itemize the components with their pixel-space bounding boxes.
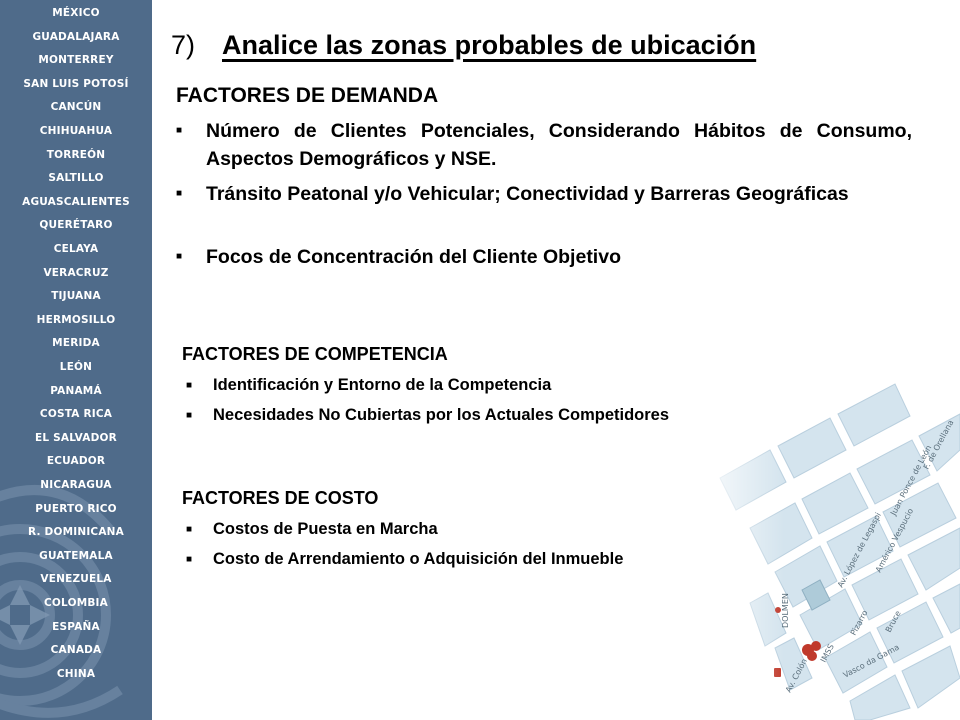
sidebar-city-item[interactable]: MÉXICO <box>52 7 100 19</box>
bullet-icon: ■ <box>186 410 193 421</box>
demand-item <box>176 180 912 208</box>
sidebar-city-item[interactable]: GUATEMALA <box>39 549 113 562</box>
title-number: 7) <box>171 30 196 60</box>
sidebar-city-item[interactable]: MERIDA <box>52 337 100 350</box>
demand-item-text: Tránsito Peatonal y/o Vehicular; Conectividad y Barreras Geográficas <box>206 183 849 205</box>
demand-item-text: Focos de Concentración del Cliente Objetivo <box>206 246 621 268</box>
cost-item-text: Costo de Arrendamiento o Adquisición del Inmueble <box>213 550 624 568</box>
sidebar-city-item[interactable]: VENEZUELA <box>40 573 112 586</box>
bullet-icon: ■ <box>186 524 193 535</box>
sidebar-city-item[interactable]: AGUASCALIENTES <box>22 195 130 208</box>
sidebar-city-item[interactable]: MONTERREY <box>38 54 114 67</box>
sidebar-city-item[interactable]: R. DOMINICANA <box>28 526 124 539</box>
sidebar-city-item[interactable]: EL SALVADOR <box>35 431 117 444</box>
sidebar-city-item[interactable]: HERMOSILLO <box>36 313 116 326</box>
demand-item <box>176 243 912 271</box>
competition-heading: FACTORES DE COMPETENCIA <box>182 344 448 364</box>
cost-item <box>186 547 702 572</box>
sidebar-city-item[interactable]: CANADA <box>50 644 102 657</box>
sidebar-city-item[interactable]: NICARAGUA <box>40 479 112 491</box>
sidebar-city-item[interactable]: CELAYA <box>53 243 99 255</box>
sidebar-city-item[interactable]: ECUADOR <box>46 455 106 468</box>
cost-item <box>186 517 702 542</box>
sidebar-city-item[interactable]: TORREÓN <box>46 148 106 161</box>
sidebar-city-item[interactable]: COSTA RICA <box>39 408 113 421</box>
competition-item-text: Identificación y Entorno de la Competencia <box>213 376 552 394</box>
sidebar-city-item[interactable]: PANAMÁ <box>50 384 102 397</box>
bullet-icon: ■ <box>176 251 183 262</box>
sidebar-city-item[interactable]: SALTILLO <box>48 172 104 185</box>
sidebar-city-item[interactable]: QUERÉTARO <box>39 219 113 232</box>
sidebar-city-item[interactable]: COLOMBIA <box>44 597 108 609</box>
competition-item <box>186 403 702 428</box>
sidebar-city-item[interactable]: GUADALAJARA <box>32 30 120 43</box>
street-map <box>690 378 960 720</box>
sidebar-city-item[interactable]: SAN LUIS POTOSÍ <box>23 77 129 90</box>
competition-item-text: Necesidades No Cubiertas por los Actuales Competidores <box>213 406 670 424</box>
page-title: Analice las zonas probables de ubicación <box>222 30 757 60</box>
sidebar-city-item[interactable]: LEÓN <box>59 361 93 373</box>
competition-item <box>186 373 702 398</box>
sidebar-city-item[interactable]: TIJUANA <box>51 290 101 303</box>
sidebar-city-item[interactable]: CHINA <box>56 667 96 680</box>
sidebar-city-item[interactable]: CANCÚN <box>50 101 102 114</box>
demand-item <box>176 117 912 173</box>
bullet-icon: ■ <box>176 188 183 199</box>
cost-item-text: Costos de Puesta en Marcha <box>213 520 438 538</box>
cost-heading: FACTORES DE COSTO <box>182 488 379 508</box>
sidebar-city-item[interactable]: CHIHUAHUA <box>39 125 113 137</box>
sidebar <box>0 0 152 720</box>
sidebar-city-item[interactable]: ESPAÑA <box>52 620 100 633</box>
bullet-icon: ■ <box>186 554 193 565</box>
demand-item-text: Número de Clientes Potenciales, Considerando Hábitos de Consumo, Aspectos Demográficos y NSE. <box>206 120 912 170</box>
sidebar-city-item[interactable]: PUERTO RICO <box>35 502 117 515</box>
bullet-icon: ■ <box>186 380 193 391</box>
bullet-icon: ■ <box>176 125 183 136</box>
sidebar-city-item[interactable]: VERACRUZ <box>43 266 109 279</box>
demand-heading: FACTORES DE DEMANDA <box>176 84 439 107</box>
